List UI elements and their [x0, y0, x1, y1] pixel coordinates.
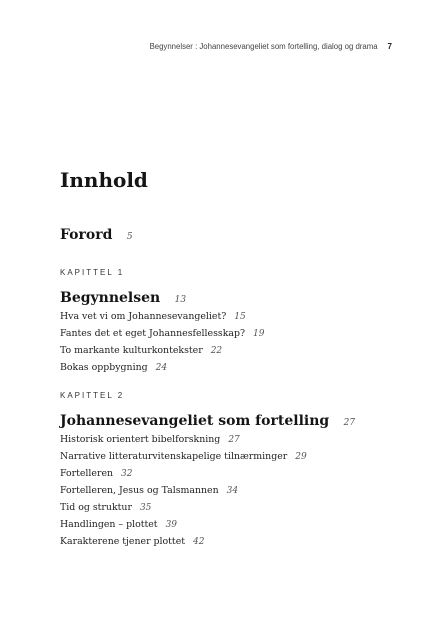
- section-page: 24: [155, 363, 168, 373]
- chapter-title: Johannesevangeliet som fortelling: [60, 413, 330, 429]
- toc-section: [60, 533, 355, 550]
- section-page: 19: [253, 329, 265, 339]
- section-page: 34: [226, 486, 239, 496]
- section-label: Historisk orientert bibelforskning: [60, 434, 221, 445]
- toc-section: [60, 482, 355, 499]
- section-page: 35: [139, 503, 152, 513]
- chapter-title: Begynnelsen: [60, 290, 161, 306]
- toc-section: [60, 431, 355, 448]
- chapter-2: [60, 389, 355, 550]
- section-page: 39: [165, 520, 178, 530]
- toc-section: [60, 465, 355, 482]
- chapter-1: [60, 266, 264, 376]
- chapter-page: 27: [343, 418, 356, 428]
- toc-section: [60, 308, 264, 325]
- section-page: 29: [295, 452, 307, 462]
- forord-label: Forord: [60, 227, 113, 243]
- section-page: 15: [234, 312, 246, 322]
- toc-section: [60, 342, 264, 359]
- page-title: Innhold: [60, 168, 148, 192]
- toc-section: [60, 359, 264, 376]
- running-head-title: Begynnelser : Johannesevangeliet som fortelling, dialog og drama: [149, 42, 378, 51]
- chapter-heading-row: [60, 288, 264, 308]
- section-page: 27: [228, 435, 240, 445]
- section-label: Tid og struktur: [60, 502, 132, 513]
- chapter-page: 13: [174, 295, 187, 305]
- section-label: To markante kulturkontekster: [60, 345, 203, 356]
- toc-section: [60, 499, 355, 516]
- section-page: 42: [193, 537, 205, 547]
- chapter-label: KAPITTEL 2: [60, 391, 125, 400]
- toc-section: [60, 448, 355, 465]
- toc-entry-forord: [60, 226, 133, 244]
- section-label: Handlingen – plottet: [60, 519, 158, 530]
- section-label: Fortelleren: [60, 468, 114, 479]
- toc-section: [60, 516, 355, 533]
- chapter-heading-row: [60, 411, 355, 431]
- forord-page: 5: [126, 232, 133, 242]
- page-number: 7: [387, 42, 392, 51]
- section-page: 32: [121, 469, 133, 479]
- running-head: [150, 42, 392, 51]
- section-label: Narrative litteraturvitenskapelige tilnærminger: [60, 451, 288, 462]
- section-label: Bokas oppbygning: [60, 362, 148, 373]
- section-label: Hva vet vi om Johannesevangeliet?: [60, 311, 227, 322]
- section-label: Fortelleren, Jesus og Talsmannen: [60, 485, 219, 496]
- section-label: Fantes det et eget Johannesfellesskap?: [60, 328, 245, 339]
- chapter-label: KAPITTEL 1: [60, 268, 125, 277]
- toc-section: [60, 325, 264, 342]
- section-label: Karakterene tjener plottet: [60, 536, 186, 547]
- section-page: 22: [210, 346, 223, 356]
